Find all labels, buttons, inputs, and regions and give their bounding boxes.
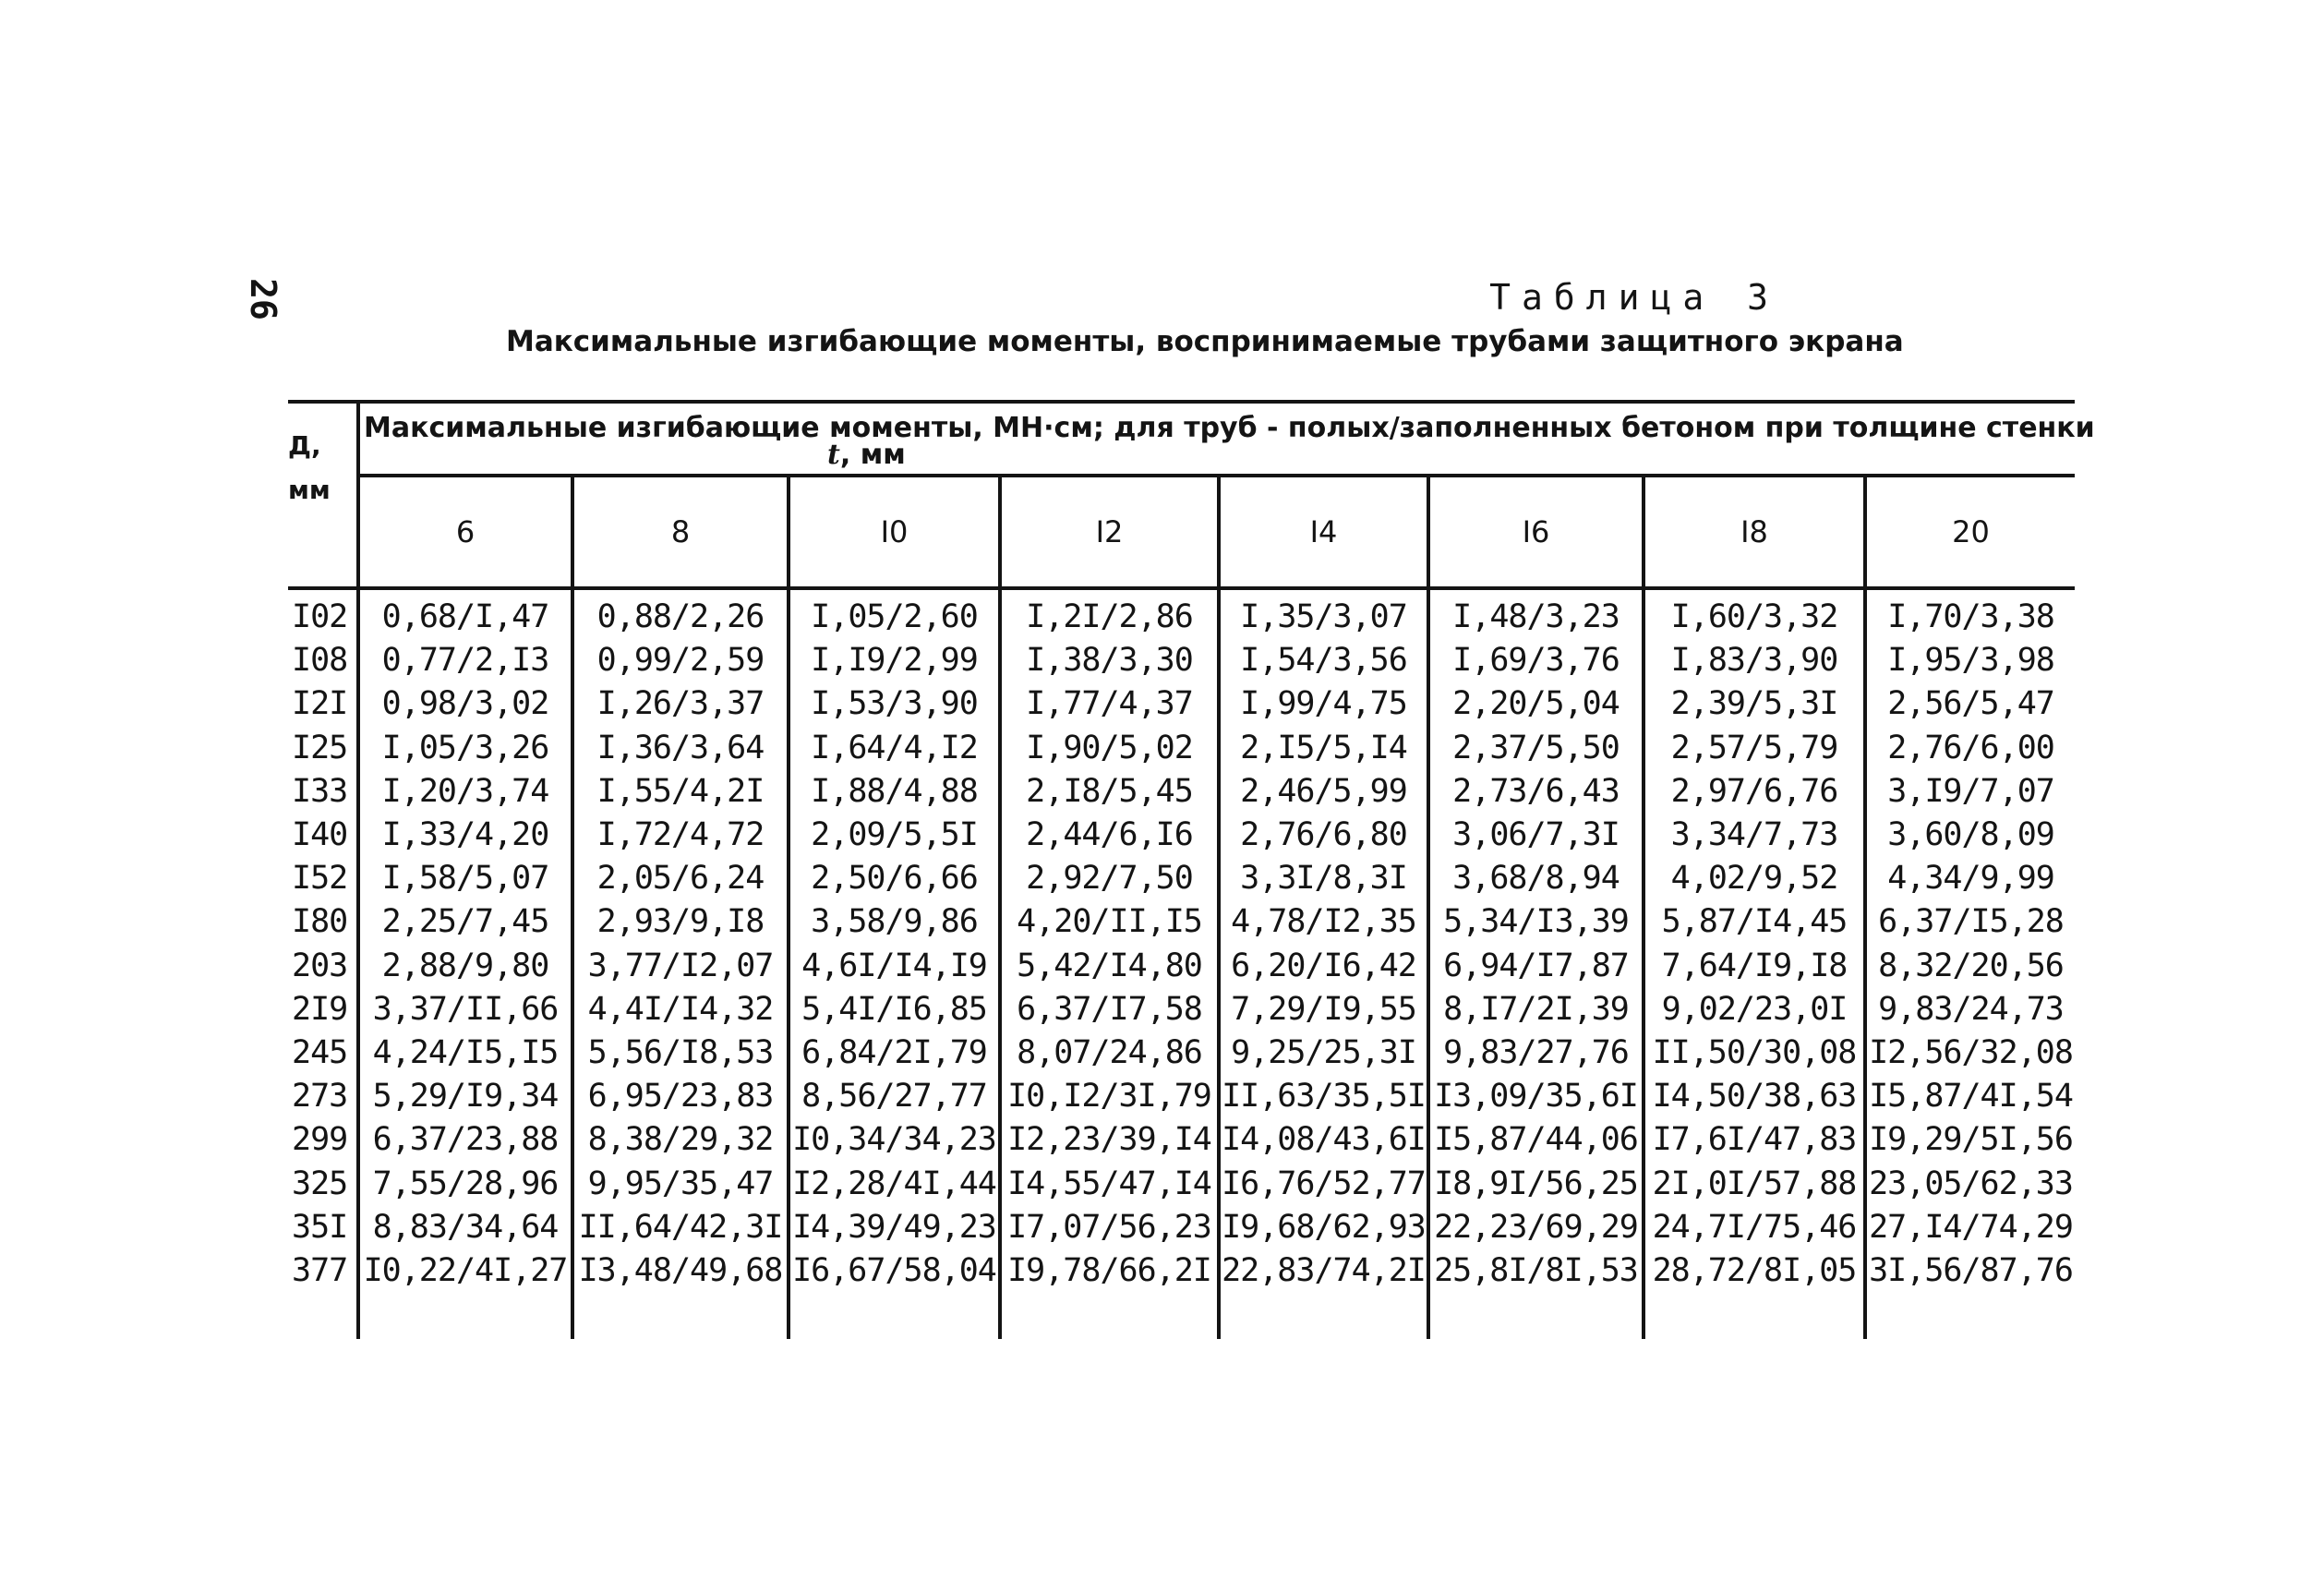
moment-cell: 22,83/74,2I [1219, 1249, 1428, 1293]
diameter-cell: I02 [292, 598, 348, 635]
moment-cell: 2,88/9,80 [358, 945, 572, 988]
moment-cell: 2,25/7,45 [358, 900, 572, 944]
moment-cell: 6,37/23,88 [358, 1118, 572, 1162]
wall-thickness-symbol: t [827, 438, 840, 471]
col-header-12: I2 [1000, 476, 1219, 588]
moment-cell: 8,56/27,77 [789, 1075, 1000, 1118]
moment-cell: 2,46/5,99 [1219, 770, 1428, 814]
moment-cell: 3,68/8,94 [1428, 857, 1644, 900]
moment-cell: 0,77/2,I3 [358, 639, 572, 682]
table-row [288, 988, 2075, 1031]
moment-cell: 5,56/I8,53 [572, 1031, 789, 1075]
diameter-header-unit: мм [288, 475, 331, 505]
moment-cell: 5,4I/I6,85 [789, 988, 1000, 1031]
diameter-cell: 273 [292, 1078, 348, 1116]
moment-cell: 9,95/35,47 [572, 1163, 789, 1206]
wall-thickness-label [364, 438, 2075, 471]
empty-cell [1219, 1293, 1428, 1339]
diameter-header-symbol: Д, [288, 430, 321, 461]
moment-cell: 23,05/62,33 [1865, 1163, 2075, 1206]
moment-cell: I7,6I/47,83 [1644, 1118, 1865, 1162]
moment-cell: 3,77/I2,07 [572, 945, 789, 988]
moment-cell: 5,42/I4,80 [1000, 945, 1219, 988]
moment-cell: 3,37/II,66 [358, 988, 572, 1031]
moment-cell: I,95/3,98 [1865, 639, 2075, 682]
group-header-text: Максимальные изгибающие моменты, МН·см; для труб - полых/заполненных бетоном при толщине стенки [364, 411, 2095, 444]
moment-cell: I,88/4,88 [789, 770, 1000, 814]
moment-cell: 7,64/I9,I8 [1644, 945, 1865, 988]
moment-cell: 2,I5/5,I4 [1219, 727, 1428, 770]
col-header-16: I6 [1428, 476, 1644, 588]
moment-cell: I8,9I/56,25 [1428, 1163, 1644, 1206]
moment-cell: 6,84/2I,79 [789, 1031, 1000, 1075]
wall-thickness-unit: , мм [839, 438, 906, 471]
moment-cell: I4,55/47,I4 [1000, 1163, 1219, 1206]
moment-cell: 2,09/5,5I [789, 814, 1000, 857]
moment-cell: 24,7I/75,46 [1644, 1206, 1865, 1249]
moment-cell: 2,76/6,00 [1865, 727, 2075, 770]
moment-cell: 2,20/5,04 [1428, 682, 1644, 726]
moment-cell: 3,06/7,3I [1428, 814, 1644, 857]
moment-cell: I,33/4,20 [358, 814, 572, 857]
moment-cell: I2,56/32,08 [1865, 1031, 2075, 1075]
moment-cell: 2,73/6,43 [1428, 770, 1644, 814]
moment-cell: 4,4I/I4,32 [572, 988, 789, 1031]
moment-cell: I0,34/34,23 [789, 1118, 1000, 1162]
moment-cell: 28,72/8I,05 [1644, 1249, 1865, 1293]
moment-cell: 5,29/I9,34 [358, 1075, 572, 1118]
moment-cell: I,05/2,60 [789, 588, 1000, 639]
moment-cell: 2,57/5,79 [1644, 727, 1865, 770]
moment-cell: I,05/3,26 [358, 727, 572, 770]
moment-cell: 4,20/II,I5 [1000, 900, 1219, 944]
diameter-cell: I40 [292, 816, 348, 854]
diameter-cell: 377 [292, 1252, 348, 1290]
table-row [288, 682, 2075, 726]
moment-cell: 2,I8/5,45 [1000, 770, 1219, 814]
moment-cell: I,26/3,37 [572, 682, 789, 726]
moment-cell: 4,24/I5,I5 [358, 1031, 572, 1075]
diameter-cell: I08 [292, 642, 348, 680]
moment-cell: I,36/3,64 [572, 727, 789, 770]
empty-cell [789, 1293, 1000, 1339]
moment-cell: 6,20/I6,42 [1219, 945, 1428, 988]
moment-cell: 9,83/24,73 [1865, 988, 2075, 1031]
moment-cell: I,77/4,37 [1000, 682, 1219, 726]
moment-cell: I2,23/39,I4 [1000, 1118, 1219, 1162]
moment-cell: 6,37/I7,58 [1000, 988, 1219, 1031]
moment-cell: I,60/3,32 [1644, 588, 1865, 639]
table-row [288, 945, 2075, 988]
moment-cell: 0,99/2,59 [572, 639, 789, 682]
moment-cell: 8,32/20,56 [1865, 945, 2075, 988]
moment-cell: I,99/4,75 [1219, 682, 1428, 726]
moment-cell: I,72/4,72 [572, 814, 789, 857]
table-row [288, 639, 2075, 682]
table-row [288, 1249, 2075, 1293]
moment-cell: I0,22/4I,27 [358, 1249, 572, 1293]
table-row [288, 1206, 2075, 1249]
moment-cell: 3,58/9,86 [789, 900, 1000, 944]
moment-cell: 3,3I/8,3I [1219, 857, 1428, 900]
moment-cell: 3I,56/87,76 [1865, 1249, 2075, 1293]
moment-cell: I,90/5,02 [1000, 727, 1219, 770]
diameter-cell: 2I9 [292, 990, 348, 1028]
moment-cell: 2,44/6,I6 [1000, 814, 1219, 857]
moment-cell: I2,28/4I,44 [789, 1163, 1000, 1206]
table-label: Таблица 3 [1489, 277, 1779, 318]
empty-cell [358, 1293, 572, 1339]
moment-cell: I9,29/5I,56 [1865, 1118, 2075, 1162]
moment-cell: I6,76/52,77 [1219, 1163, 1428, 1206]
moment-cell: 2,05/6,24 [572, 857, 789, 900]
moment-cell: I4,39/49,23 [789, 1206, 1000, 1249]
moment-cell: I,55/4,2I [572, 770, 789, 814]
diameter-cell: I80 [292, 903, 348, 941]
moment-cell: 3,34/7,73 [1644, 814, 1865, 857]
moment-cell: II,63/35,5I [1219, 1075, 1428, 1118]
moment-cell: I,35/3,07 [1219, 588, 1428, 639]
moment-cell: 3,60/8,09 [1865, 814, 2075, 857]
moment-cell: I4,08/43,6I [1219, 1118, 1428, 1162]
moment-cell: 4,34/9,99 [1865, 857, 2075, 900]
moment-cell: I,20/3,74 [358, 770, 572, 814]
moment-cell: 2,97/6,76 [1644, 770, 1865, 814]
table-row [288, 814, 2075, 857]
empty-cell [1644, 1293, 1865, 1339]
moment-cell: 9,02/23,0I [1644, 988, 1865, 1031]
moment-cell: 2,92/7,50 [1000, 857, 1219, 900]
moment-cell: 2,93/9,I8 [572, 900, 789, 944]
moment-cell: 22,23/69,29 [1428, 1206, 1644, 1249]
moment-cell: 4,02/9,52 [1644, 857, 1865, 900]
moment-cell: 7,29/I9,55 [1219, 988, 1428, 1031]
moment-cell: 8,83/34,64 [358, 1206, 572, 1249]
moment-cell: 0,68/I,47 [358, 588, 572, 639]
moment-cell: 5,34/I3,39 [1428, 900, 1644, 944]
moment-cell: I,48/3,23 [1428, 588, 1644, 639]
moment-cell: I,54/3,56 [1219, 639, 1428, 682]
table-row [288, 1075, 2075, 1118]
moment-cell: I0,I2/3I,79 [1000, 1075, 1219, 1118]
moment-cell: II,64/42,3I [572, 1206, 789, 1249]
moment-cell: I3,09/35,6I [1428, 1075, 1644, 1118]
moment-cell: I,69/3,76 [1428, 639, 1644, 682]
moment-cell: I,I9/2,99 [789, 639, 1000, 682]
col-header-18: I8 [1644, 476, 1865, 588]
moment-cell: 2,39/5,3I [1644, 682, 1865, 726]
moment-cell: 9,83/27,76 [1428, 1031, 1644, 1075]
diameter-cell: I2I [292, 685, 348, 723]
moment-cell: I7,07/56,23 [1000, 1206, 1219, 1249]
empty-cell [1428, 1293, 1644, 1339]
table-row [288, 1163, 2075, 1206]
moment-cell: I5,87/4I,54 [1865, 1075, 2075, 1118]
table-trailing-space [288, 1293, 2075, 1339]
table-row [288, 1118, 2075, 1162]
moment-cell: 7,55/28,96 [358, 1163, 572, 1206]
empty-cell [288, 1293, 358, 1339]
diameter-cell: 35I [292, 1208, 348, 1246]
col-header-8: 8 [572, 476, 789, 588]
col-header-20: 20 [1865, 476, 2075, 588]
moment-cell: I4,50/38,63 [1644, 1075, 1865, 1118]
moment-cell: 6,94/I7,87 [1428, 945, 1644, 988]
moments-table [288, 400, 2095, 1339]
moment-cell: 8,I7/2I,39 [1428, 988, 1644, 1031]
moment-cell: 6,95/23,83 [572, 1075, 789, 1118]
moment-cell: I9,68/62,93 [1219, 1206, 1428, 1249]
moment-cell: 5,87/I4,45 [1644, 900, 1865, 944]
moment-cell: I,83/3,90 [1644, 639, 1865, 682]
table-row [288, 588, 2075, 639]
moment-cell: I,64/4,I2 [789, 727, 1000, 770]
moment-cell: 4,6I/I4,I9 [789, 945, 1000, 988]
diameter-cell: I52 [292, 860, 348, 898]
table-row [288, 900, 2075, 944]
moment-cell: 6,37/I5,28 [1865, 900, 2075, 944]
moment-cell: 0,88/2,26 [572, 588, 789, 639]
moment-cell: 2,37/5,50 [1428, 727, 1644, 770]
moment-cell: 2,76/6,80 [1219, 814, 1428, 857]
moment-cell: 9,25/25,3I [1219, 1031, 1428, 1075]
moment-cell: 0,98/3,02 [358, 682, 572, 726]
moment-cell: 4,78/I2,35 [1219, 900, 1428, 944]
empty-cell [1865, 1293, 2075, 1339]
moment-cell: 8,38/29,32 [572, 1118, 789, 1162]
diameter-cell: 203 [292, 947, 348, 984]
col-header-6: 6 [358, 476, 572, 588]
moment-cell: 2,50/6,66 [789, 857, 1000, 900]
page-number: 26 [242, 278, 283, 320]
diameter-cell: I33 [292, 772, 348, 810]
diameter-cell: I25 [292, 729, 348, 766]
moment-cell: II,50/30,08 [1644, 1031, 1865, 1075]
table-row [288, 1031, 2075, 1075]
moment-cell: I,70/3,38 [1865, 588, 2075, 639]
table-row [288, 770, 2075, 814]
diameter-header [288, 402, 358, 588]
moment-cell: I,2I/2,86 [1000, 588, 1219, 639]
moment-cell: 2I,0I/57,88 [1644, 1163, 1865, 1206]
moment-cell: I6,67/58,04 [789, 1249, 1000, 1293]
diameter-cell: 299 [292, 1121, 348, 1159]
table-body [288, 588, 2075, 1339]
moment-cell: I,58/5,07 [358, 857, 572, 900]
diameter-cell: 245 [292, 1034, 348, 1072]
empty-cell [572, 1293, 789, 1339]
moment-cell: 8,07/24,86 [1000, 1031, 1219, 1075]
group-header [358, 402, 2095, 476]
moment-cell: I,38/3,30 [1000, 639, 1219, 682]
moment-cell: I,53/3,90 [789, 682, 1000, 726]
moments-table-container [288, 400, 2095, 1339]
col-header-10: I0 [789, 476, 1000, 588]
diameter-cell: 325 [292, 1164, 348, 1202]
col-header-14: I4 [1219, 476, 1428, 588]
moment-cell: 27,I4/74,29 [1865, 1206, 2075, 1249]
moment-cell: 3,I9/7,07 [1865, 770, 2075, 814]
moment-cell: 2,56/5,47 [1865, 682, 2075, 726]
moment-cell: I5,87/44,06 [1428, 1118, 1644, 1162]
empty-cell [1000, 1293, 1219, 1339]
table-row [288, 857, 2075, 900]
table-caption: Максимальные изгибающие моменты, воспринимаемые трубами защитного экрана [506, 325, 1904, 358]
moment-cell: I9,78/66,2I [1000, 1249, 1219, 1293]
table-row [288, 727, 2075, 770]
moment-cell: 25,8I/8I,53 [1428, 1249, 1644, 1293]
moment-cell: I3,48/49,68 [572, 1249, 789, 1293]
